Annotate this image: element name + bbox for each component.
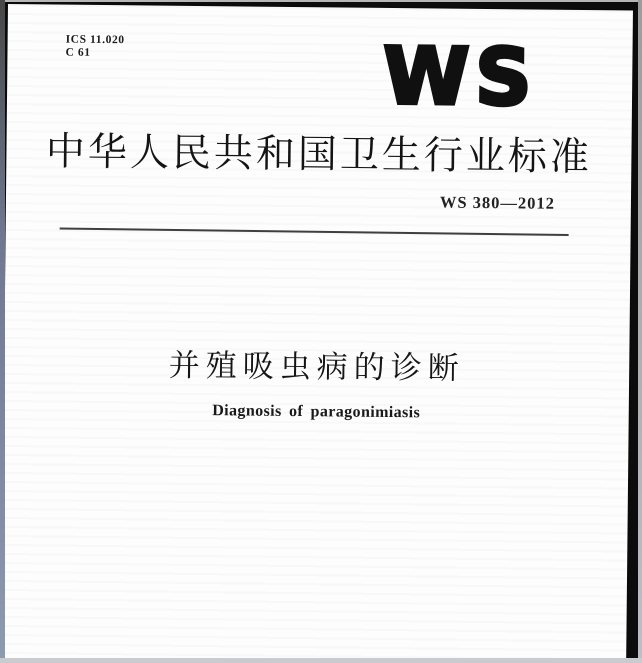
ws-logo: WS [382,31,538,124]
horizontal-rule [60,228,569,236]
document-page [1,4,633,663]
ccs-code-line: C 61 [65,46,91,59]
standard-number: WS 380—2012 [439,192,556,213]
ics-code-line: ICS 11.020 [65,33,125,47]
scan-edge-right [638,0,642,663]
scan-edge-left [0,0,5,663]
document-title-english: Diagnosis of paragonimiasis [212,402,421,422]
scan-edge-top [0,0,642,2]
document-title-chinese: 并殖吸虫病的诊断 [168,347,465,386]
ics-classification-code [65,34,124,60]
scan-edge-bottom [0,658,642,663]
standard-org-title: 中华人民共和国卫生行业标准 [45,130,593,180]
